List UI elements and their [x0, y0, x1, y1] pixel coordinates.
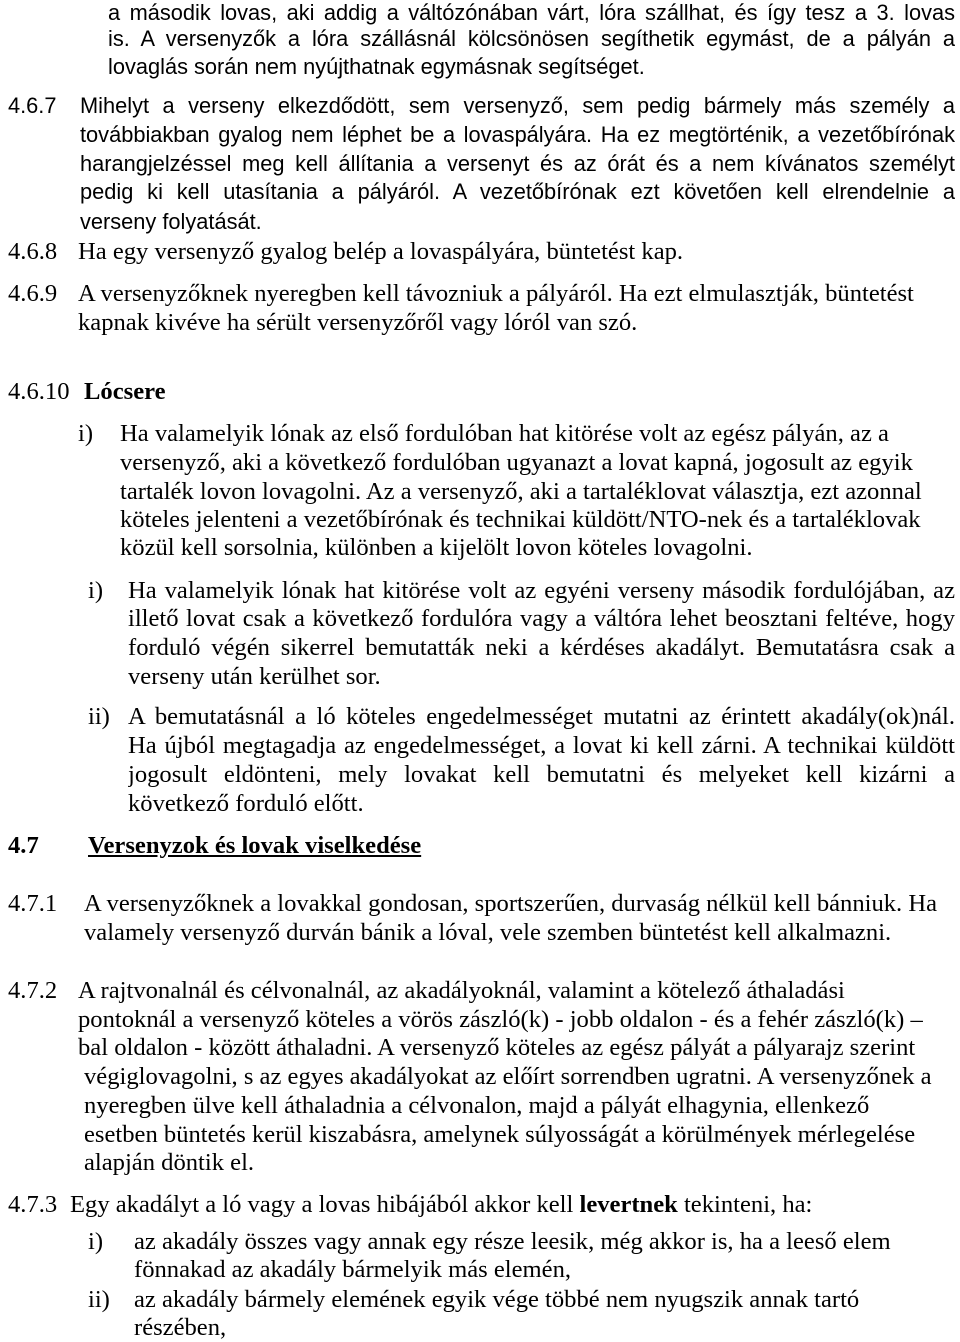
- list-item-line: következő forduló előtt.: [128, 790, 364, 817]
- paragraph-line: alapján döntik el.: [84, 1149, 255, 1176]
- paragraph-line: A versenyzőknek a lovakkal gondosan, sportszerűen, durvaság nélkül kell bánniuk. Ha: [84, 890, 938, 917]
- emphasized-term: levertnek: [579, 1191, 678, 1218]
- section-number: 4.6.10: [8, 378, 70, 405]
- paragraph-line: verseny folyatását.: [80, 209, 262, 234]
- section-number: 4.7.3: [8, 1191, 58, 1218]
- section-number: 4.6.9: [8, 280, 58, 307]
- list-marker: i): [88, 1228, 104, 1255]
- paragraph-line: lovaglás során nem nyújthatnak egymásnak segítséget.: [108, 54, 645, 79]
- list-item-line: versenyző, aki a következő fordulóban ugyanazt a lovat kapná, jogosult az egyik: [120, 449, 913, 476]
- paragraph-line: pedig ki kell utasítania a pályáról. A vezetőbírónak ezt követően kell elrendelnie a: [80, 179, 955, 204]
- section-number: 4.7.2: [8, 977, 58, 1004]
- intro-text: Egy akadályt a ló vagy a lovas hibájából akkor kell: [70, 1191, 580, 1218]
- paragraph-line: Mihelyt a verseny elkezdődött, sem versenyző, sem pedig bármely más személy a: [80, 93, 955, 118]
- section-number: 4.7: [8, 832, 39, 859]
- section-number: 4.6.7: [8, 93, 57, 118]
- paragraph-line: harangjelzéssel meg kell állítania a versenyt és az órát és a nem kívánatos személyt: [80, 151, 955, 176]
- list-marker: ii): [88, 1286, 110, 1313]
- list-item-line: verseny után kerülhet sor.: [128, 663, 381, 690]
- list-item-line: fönnakad az akadály bármelyik más elemén,: [134, 1256, 572, 1283]
- paragraph-line: A versenyzőknek nyeregben kell távozniuk a pályáról. Ha ezt elmulasztják, büntetést: [78, 280, 914, 307]
- paragraph-line: pontoknál a versenyző köteles a vörös zászló(k) - jobb oldalon - és a fehér zászló(k) –: [78, 1006, 923, 1033]
- list-item-line: Ha valamelyik lónak az első fordulóban hat kitörése volt az egész pályán, az a: [120, 420, 889, 447]
- list-item-line: Ha valamelyik lónak hat kitörése volt az egyéni verseny második fordulójában, az: [128, 578, 955, 604]
- list-marker: i): [78, 420, 94, 447]
- paragraph-line: bal oldalon - között áthaladni. A versenyző köteles az egész pályát a pályarajz szerint: [78, 1034, 916, 1061]
- paragraph-line: kapnak kivéve ha sérült versenyzőről vagy lóról van szó.: [78, 309, 638, 336]
- list-item-line: jogosult eldönteni, mely lovakat kell bemutatni és melyeket kell kizárni a: [128, 762, 955, 788]
- list-item-line: tartalék lovon lovagolni. Az a versenyző, aki a tartaléklovat választja, ezt azonnal: [120, 478, 922, 505]
- section-heading: Versenyzok és lovak viselkedése: [88, 832, 422, 859]
- paragraph-line: is. A versenyzők a lóra szállásnál kölcsönösen segíthetik egymást, de a pályán a: [108, 26, 955, 51]
- intro-text: tekinteni, ha:: [677, 1191, 813, 1218]
- paragraph-line: valamely versenyző durván bánik a lóval, vele szemben büntetést kell alkalmazni.: [84, 919, 892, 946]
- list-item-line: köteles jelenteni a vezetőbírónak és technikai küldött/NTO-nek és a tartaléklovak: [120, 506, 921, 533]
- paragraph-line: továbbiakban gyalog nem léphet be a lovaspályára. Ha ez megtörténik, a vezetőbírónak: [80, 122, 955, 147]
- paragraph-line: A rajtvonalnál és célvonalnál, az akadályoknál, valamint a kötelező áthaladási: [78, 977, 845, 1004]
- list-item-line: forduló végén sikerrel bemutatták neki a kérdéses akadályt. Bemutatásra csak a: [128, 635, 955, 661]
- list-marker: ii): [88, 703, 110, 730]
- paragraph-line: esetben büntetés kerül kiszabásra, amelynek súlyosságát a körülmények mérlegelése: [84, 1121, 916, 1148]
- section-number: 4.6.8: [8, 238, 58, 265]
- list-item-line: illető lovat csak a következő fordulóra vagy a váltóra lehet beosztani feltéve, hogy: [128, 606, 955, 632]
- section-number: 4.7.1: [8, 890, 58, 917]
- list-item-line: az akadály bármely elemének egyik vége többé nem nyugszik annak tartó: [134, 1286, 860, 1313]
- list-marker: i): [88, 577, 104, 604]
- list-item-line: A bemutatásnál a ló köteles engedelmességet mutatni az érintett akadály(ok)nál.: [128, 704, 955, 730]
- section-title: Lócsere: [84, 378, 166, 405]
- paragraph-line: végiglovagolni, s az egyes akadályokat az előírt sorrendben ugratni. A versenyzőnek a: [84, 1063, 932, 1090]
- list-item-line: részében,: [134, 1314, 227, 1341]
- list-item-line: az akadály összes vagy annak egy része leesik, még akkor is, ha a leeső elem: [134, 1228, 891, 1255]
- paragraph-line: [70, 1192, 812, 1218]
- list-item-line: Ha újból megtagadja az engedelmességet, a lovat ki kell zárni. A technikai küldött: [128, 733, 955, 759]
- paragraph-line: a második lovas, aki addig a váltózónában várt, lóra szállhat, és így tesz a 3. lovas: [108, 0, 955, 25]
- paragraph-line: Ha egy versenyző gyalog belép a lovaspályára, büntetést kap.: [78, 238, 684, 265]
- list-item-line: közül kell sorsolnia, különben a kijelölt lovon köteles lovagolni.: [120, 534, 753, 561]
- paragraph-line: nyeregben ülve kell áthaladnia a célvonalon, majd a pályát elhagynia, ellenkező: [84, 1092, 870, 1119]
